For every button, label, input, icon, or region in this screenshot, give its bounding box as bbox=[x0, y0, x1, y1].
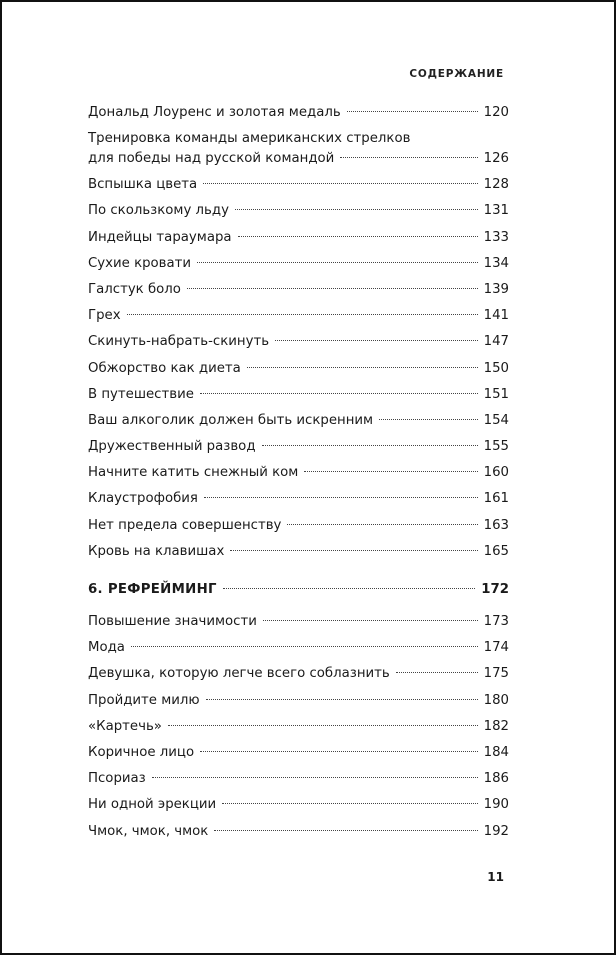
toc-entry-title: Мода bbox=[88, 640, 125, 656]
toc-entry-page: 174 bbox=[483, 640, 509, 656]
toc-entry-page: 155 bbox=[483, 439, 509, 455]
toc-entry-page: 147 bbox=[483, 334, 509, 350]
toc-entry bbox=[88, 229, 509, 255]
chapter-title: 6. РЕФРЕЙМИНГ bbox=[88, 582, 217, 597]
toc-entry-page: 180 bbox=[483, 692, 509, 708]
dot-leader bbox=[379, 419, 478, 420]
dot-leader bbox=[230, 550, 477, 551]
dot-leader bbox=[396, 672, 478, 673]
toc-entry bbox=[88, 464, 509, 490]
dot-leader bbox=[347, 111, 478, 112]
toc-entry-title: Обжорство как диета bbox=[88, 360, 241, 376]
toc-entry-page: 190 bbox=[483, 797, 509, 813]
toc-entry-title: Ни одной эрекции bbox=[88, 797, 217, 813]
toc-entry bbox=[88, 333, 509, 359]
toc-entry bbox=[88, 438, 509, 464]
dot-leader bbox=[275, 340, 478, 341]
toc-entry bbox=[88, 744, 509, 770]
toc-entry-page: 128 bbox=[483, 177, 509, 193]
toc-entry bbox=[88, 412, 509, 438]
dot-leader bbox=[262, 445, 478, 446]
dot-leader bbox=[200, 751, 478, 752]
dot-leader bbox=[214, 830, 477, 831]
toc-entry-page: 154 bbox=[483, 412, 509, 428]
toc-entry bbox=[88, 307, 509, 333]
table-of-contents bbox=[88, 104, 509, 849]
dot-leader bbox=[200, 393, 478, 394]
toc-entry bbox=[88, 543, 509, 569]
toc-entry bbox=[88, 202, 509, 228]
dot-leader bbox=[223, 588, 475, 589]
toc-entry bbox=[88, 130, 509, 176]
toc-entry-page: 134 bbox=[483, 255, 509, 271]
dot-leader bbox=[206, 699, 478, 700]
toc-entry-page: 165 bbox=[483, 543, 509, 559]
toc-entry-page: 182 bbox=[483, 718, 509, 734]
toc-entry-page: 141 bbox=[483, 308, 509, 324]
dot-leader bbox=[203, 183, 477, 184]
toc-entry-page: 192 bbox=[483, 823, 509, 839]
toc-entry-page: 160 bbox=[483, 465, 509, 481]
toc-entry-title: По скользкому льду bbox=[88, 203, 229, 219]
dot-leader bbox=[340, 157, 477, 158]
toc-entry-page: 161 bbox=[483, 491, 509, 507]
toc-entry-page: 173 bbox=[483, 614, 509, 629]
toc-entry bbox=[88, 718, 509, 744]
dot-leader bbox=[304, 471, 477, 472]
toc-entry-page: 150 bbox=[483, 360, 509, 376]
toc-entry-title-line1: Тренировка команды американских стрелков bbox=[88, 131, 411, 147]
toc-entry bbox=[88, 490, 509, 516]
toc-entry-title: Скинуть-набрать-скинуть bbox=[88, 334, 270, 350]
dot-leader bbox=[204, 497, 478, 498]
toc-entry-title: Коричное лицо bbox=[88, 744, 195, 760]
toc-entry bbox=[88, 823, 509, 849]
toc-entry-page: 151 bbox=[483, 386, 509, 402]
toc-entry-title: Начните катить снежный ком bbox=[88, 465, 299, 481]
page-number: 11 bbox=[487, 870, 504, 884]
toc-entry bbox=[88, 255, 509, 281]
toc-entry-page: 133 bbox=[483, 229, 509, 245]
dot-leader bbox=[247, 367, 478, 368]
toc-entry-title: Вспышка цвета bbox=[88, 177, 198, 193]
toc-entry-title: Девушка, которую легче всего соблазнить bbox=[88, 666, 390, 682]
dot-leader bbox=[131, 646, 478, 647]
toc-entry-title: Чмок, чмок, чмок bbox=[88, 823, 209, 839]
toc-entry bbox=[88, 770, 509, 796]
chapter-page: 172 bbox=[481, 582, 509, 597]
toc-entry bbox=[88, 692, 509, 718]
running-head: СОДЕРЖАНИЕ bbox=[409, 68, 504, 80]
toc-entry bbox=[88, 517, 509, 543]
toc-entry-title: Повышение значимости bbox=[88, 614, 257, 629]
toc-entry-page: 126 bbox=[483, 151, 509, 167]
toc-entry-page: 163 bbox=[483, 517, 509, 533]
dot-leader bbox=[152, 777, 478, 778]
toc-entry-title: Галстук боло bbox=[88, 281, 181, 297]
toc-entry bbox=[88, 360, 509, 386]
toc-entry-title: Грех bbox=[88, 308, 121, 324]
toc-entry-page: 120 bbox=[483, 105, 509, 120]
dot-leader bbox=[222, 803, 477, 804]
toc-entry-page: 175 bbox=[483, 666, 509, 682]
dot-leader bbox=[187, 288, 478, 289]
toc-chapter-heading bbox=[88, 581, 509, 613]
toc-entry bbox=[88, 796, 509, 822]
toc-entry bbox=[88, 665, 509, 691]
toc-entry-title: «Картечь» bbox=[88, 718, 162, 734]
toc-entry bbox=[88, 104, 509, 130]
dot-leader bbox=[168, 725, 478, 726]
toc-entry-title: Дональд Лоуренс и золотая медаль bbox=[88, 105, 341, 120]
toc-entry-page: 184 bbox=[483, 744, 509, 760]
toc-entry-title: Нет предела совершенству bbox=[88, 517, 282, 533]
dot-leader bbox=[263, 620, 478, 621]
toc-entry-page: 139 bbox=[483, 281, 509, 297]
toc-entry-page: 186 bbox=[483, 771, 509, 787]
toc-entry bbox=[88, 639, 509, 665]
dot-leader bbox=[238, 236, 478, 237]
toc-entry-title: Пройдите милю bbox=[88, 692, 200, 708]
toc-entry-title: Псориаз bbox=[88, 771, 146, 787]
toc-entry-title: для победы над русской командой bbox=[88, 151, 335, 167]
toc-entry bbox=[88, 386, 509, 412]
toc-entry bbox=[88, 613, 509, 639]
toc-entry-title: В путешествие bbox=[88, 386, 194, 402]
toc-entry-title: Клаустрофобия bbox=[88, 491, 198, 507]
dot-leader bbox=[235, 209, 478, 210]
dot-leader bbox=[127, 314, 478, 315]
dot-leader bbox=[287, 524, 477, 525]
toc-entry-title: Ваш алкоголик должен быть искренним bbox=[88, 412, 374, 428]
toc-entry-title: Сухие кровати bbox=[88, 255, 192, 271]
dot-leader bbox=[197, 262, 478, 263]
toc-entry-page: 131 bbox=[483, 203, 509, 219]
toc-entry bbox=[88, 281, 509, 307]
toc-entry-title: Дружественный развод bbox=[88, 439, 256, 455]
toc-entry-title: Кровь на клавишах bbox=[88, 543, 225, 559]
toc-entry bbox=[88, 176, 509, 202]
toc-entry-title: Индейцы тараумара bbox=[88, 229, 232, 245]
